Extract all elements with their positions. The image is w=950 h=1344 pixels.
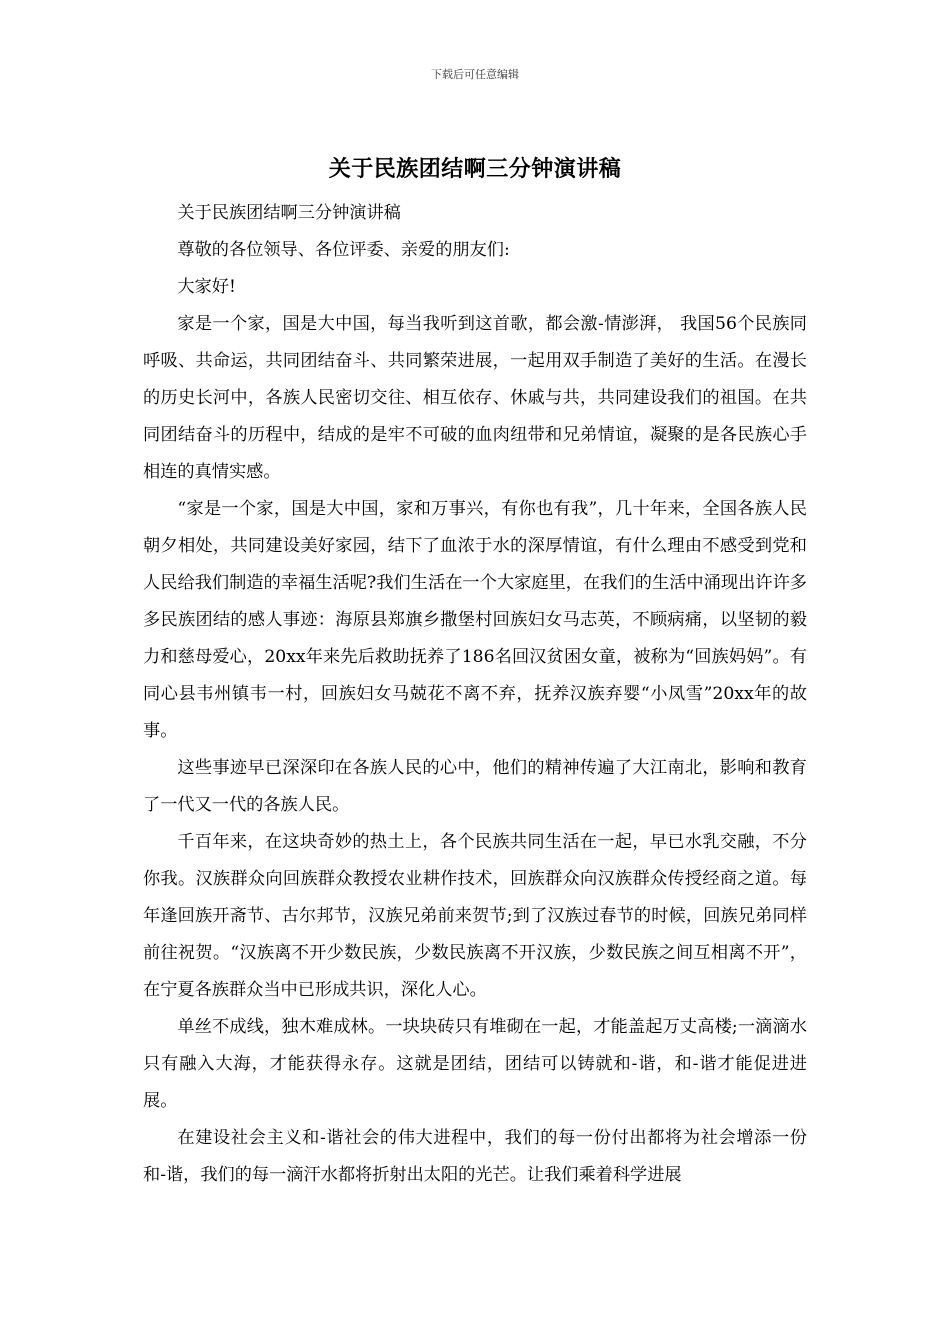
- document-body: [143, 195, 807, 1194]
- paragraph-subtitle: 关于民族团结啊三分钟演讲稿: [177, 203, 401, 223]
- paragraph: 这些事迹早已深深印在各族人民的心中，他们的精神传遍了大江南北，影响和教育了一代又一代的各族人民。: [143, 758, 807, 815]
- paragraph: 家是一个家，国是大中国，每当我听到这首歌，都会激-情澎湃， 我国56个民族同呼吸、共命运，共同团结奋斗、共同繁荣进展，一起用双手制造了美好的生活。在漫长的历史长河中，各族人民密切交往、相互依存、休戚与共，共同建设我们的祖国。在共同团结奋斗的历程中，结成的是牢不可破的血肉纽带和兄弟情谊，凝聚的是各民族心手相连的真情实感。: [143, 314, 807, 482]
- paragraph-greeting: 大家好!: [177, 277, 236, 297]
- paragraph: “家是一个家，国是大中国，家和万事兴，有你也有我”，几十年来，全国各族人民朝夕相处，共同建设美好家园，结下了血浓于水的深厚情谊，有什么理由不感受到党和人民给我们制造的幸福生活呢?我们生活在一个大家庭里，在我们的生活中涌现出许许多多民族团结的感人事迹：海原县郑旗乡撒堡村回族妇女马志英，不顾病痛，以坚韧的毅力和慈母爱心，20xx年来先后救助抚养了186名回汉贫困女童，被称为“回族妈妈”。有同心县韦州镇韦一村，回族妇女马兢花不离不弃，抚养汉族弃婴“小凤雪”20xx年的故事。: [143, 499, 807, 741]
- paragraph: 在建设社会主义和-谐社会的伟大进程中，我们的每一份付出都将为社会增添一份和-谐，我们的每一滴汗水都将折射出太阳的光芒。让我们乘着科学进展: [143, 1128, 807, 1185]
- document-title: 关于民族团结啊三分钟演讲稿: [328, 156, 622, 182]
- header-note: 下载后可任意编辑: [431, 68, 519, 81]
- paragraph: 千百年来，在这块奇妙的热土上，各个民族共同生活在一起，早已水乳交融，不分你我。汉族群众向回族群众教授农业耕作技术，回族群众向汉族群众传授经商之道。每年逢回族开斋节、古尔邦节，汉族兄弟前来贺节;到了汉族过春节的时候，回族兄弟同样前往祝贺。“汉族离不开少数民族，少数民族离不开汉族，少数民族之间互相离不开”，在宁夏各族群众当中已形成共识，深化人心。: [143, 832, 807, 1000]
- paragraph-salutation: 尊敬的各位领导、各位评委、亲爱的朋友们:: [177, 240, 510, 260]
- paragraph: 单丝不成线，独木难成林。一块块砖只有堆砌在一起，才能盖起万丈高楼;一滴滴水只有融入大海，才能获得永存。这就是团结，团结可以铸就和-谐，和-谐才能促进进展。: [143, 1017, 807, 1111]
